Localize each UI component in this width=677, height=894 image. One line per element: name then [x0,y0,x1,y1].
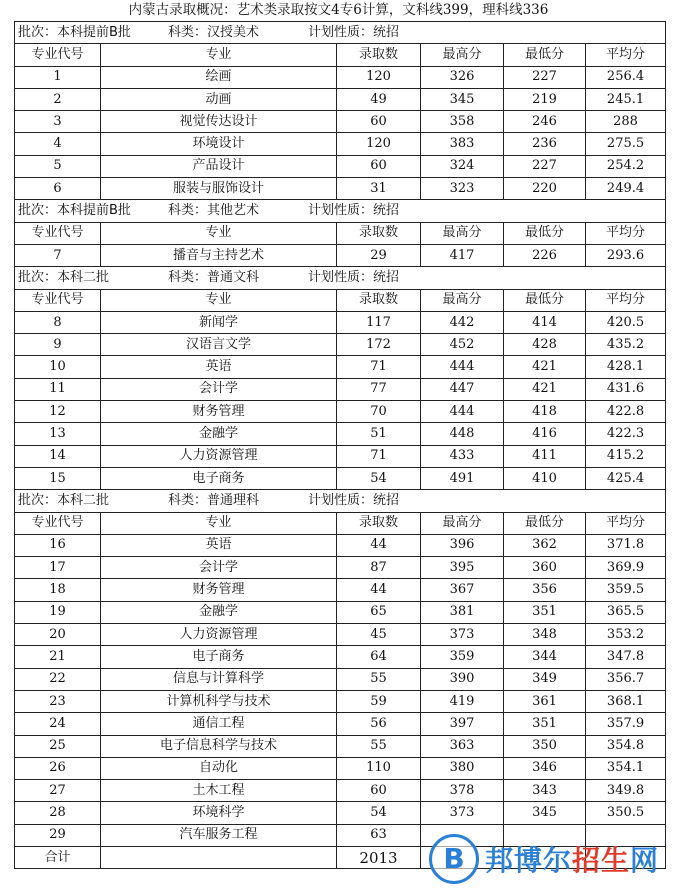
header-row [15,512,666,534]
table-cell: 29 [337,244,421,266]
table-cell: 汉语言文学 [101,334,337,356]
table-cell: 英语 [101,356,337,378]
table-cell: 25 [15,735,101,757]
header-row [15,44,666,66]
table-cell: 7 [15,244,101,266]
table-cell: 环境设计 [101,133,337,155]
table-cell: 421 [504,378,586,400]
total-empty [504,846,586,868]
table-cell: 人力资源管理 [101,624,337,646]
table-cell: 4 [15,133,101,155]
watermark-brand: 邦博尔 [485,844,573,877]
table-cell: 17 [15,557,101,579]
table-cell: 动画 [101,88,337,110]
table-cell: 24 [15,713,101,735]
table-cell: 60 [337,155,421,177]
table-row [15,334,666,356]
table-row [15,178,666,200]
table-cell: 350 [504,735,586,757]
column-header: 平均分 [586,222,666,244]
table-cell: 人力资源管理 [101,445,337,467]
batch-label: 批次：本科提前B批 [18,203,131,219]
table-cell: 6 [15,178,101,200]
table-cell: 9 [15,334,101,356]
table-cell: 59 [337,690,421,712]
batch-label: 批次：本科二批 [18,492,110,508]
table-cell: 349 [504,668,586,690]
table-cell: 金融学 [101,423,337,445]
table-cell: 410 [504,467,586,489]
table-cell: 288 [586,111,666,133]
table-cell: 346 [504,757,586,779]
table-cell: 345 [421,88,504,110]
table-row [15,780,666,802]
table-cell: 358 [421,111,504,133]
table-cell: 49 [337,88,421,110]
table-cell: 226 [504,244,586,266]
table-cell: 120 [337,66,421,88]
column-header: 平均分 [586,512,666,534]
table-cell: 26 [15,757,101,779]
table-cell: 435.2 [586,334,666,356]
table-cell: 22 [15,668,101,690]
table-row [15,311,666,333]
table-cell: 19 [15,601,101,623]
column-header: 专业代号 [15,512,101,534]
header-row [15,289,666,311]
table-cell: 356 [504,579,586,601]
table-row [15,713,666,735]
table-cell: 343 [504,780,586,802]
page-title: 内蒙古录取概况：艺术类录取按文4专6计算，文科线399，理科线336 [128,2,549,18]
batch-info [15,22,666,44]
admission-table [14,21,666,869]
column-header: 最低分 [504,289,586,311]
table-cell: 380 [421,757,504,779]
table-cell: 45 [337,624,421,646]
table-cell: 60 [337,111,421,133]
table-cell: 428.1 [586,356,666,378]
table-cell: 227 [504,66,586,88]
table-cell: 播音与主持艺术 [101,244,337,266]
table-row [15,244,666,266]
table-cell: 绘画 [101,66,337,88]
table-row [15,378,666,400]
table-cell: 55 [337,668,421,690]
column-header: 录取数 [337,222,421,244]
table-cell: 56 [337,713,421,735]
table-cell: 324 [421,155,504,177]
table-cell: 326 [421,66,504,88]
table-cell: 1 [15,66,101,88]
table-cell: 英语 [101,534,337,556]
table-row [15,557,666,579]
table-row [15,668,666,690]
table-cell: 373 [421,802,504,824]
table-cell: 395 [421,557,504,579]
table-row [15,423,666,445]
column-header: 专业代号 [15,44,101,66]
nature-label: 计划性质：统招 [308,492,400,508]
table-cell: 54 [337,802,421,824]
column-header: 平均分 [586,44,666,66]
table-cell: 420.5 [586,311,666,333]
table-cell: 44 [337,534,421,556]
table-cell: 416 [504,423,586,445]
table-cell: 347.8 [586,646,666,668]
table-cell: 120 [337,133,421,155]
table-cell: 54 [337,467,421,489]
table-row [15,802,666,824]
table-row [15,624,666,646]
table-cell: 236 [504,133,586,155]
table-cell: 21 [15,646,101,668]
table-cell: 通信工程 [101,713,337,735]
table-cell: 293.6 [586,244,666,266]
table-cell: 433 [421,445,504,467]
category-label: 科类：汉授美术 [168,24,260,40]
table-row [15,88,666,110]
table-cell: 442 [421,311,504,333]
table-cell: 11 [15,378,101,400]
table-cell: 245.1 [586,88,666,110]
table-cell [504,824,586,846]
table-cell: 414 [504,311,586,333]
table-cell: 447 [421,378,504,400]
table-cell: 55 [337,735,421,757]
column-header: 最高分 [421,222,504,244]
table-cell: 491 [421,467,504,489]
table-cell: 28 [15,802,101,824]
total-empty [586,846,666,868]
column-header: 最低分 [504,44,586,66]
table-cell: 418 [504,401,586,423]
table-cell: 71 [337,445,421,467]
logo-b-icon: B [429,834,479,884]
table-cell: 产品设计 [101,155,337,177]
column-header: 专业代号 [15,222,101,244]
table-cell: 117 [337,311,421,333]
column-header: 专业 [101,222,337,244]
table-cell: 397 [421,713,504,735]
table-cell: 417 [421,244,504,266]
table-row [15,579,666,601]
table-cell: 31 [337,178,421,200]
table-cell: 275.5 [586,133,666,155]
table-cell: 220 [504,178,586,200]
table-cell: 390 [421,668,504,690]
table-cell: 电子商务 [101,467,337,489]
table-row [15,534,666,556]
table-cell: 256.4 [586,66,666,88]
table-cell: 18 [15,579,101,601]
table-cell: 354.1 [586,757,666,779]
table-cell: 350.5 [586,802,666,824]
table-cell: 359 [421,646,504,668]
table-cell: 448 [421,423,504,445]
table-cell: 自动化 [101,757,337,779]
table-row [15,133,666,155]
column-header: 最低分 [504,512,586,534]
header-row [15,222,666,244]
table-cell: 77 [337,378,421,400]
table-cell: 3 [15,111,101,133]
column-header: 专业 [101,44,337,66]
category-label: 科类：其他艺术 [168,203,260,219]
table-cell: 356.7 [586,668,666,690]
table-cell: 249.4 [586,178,666,200]
table-cell [421,824,504,846]
table-cell: 51 [337,423,421,445]
table-cell: 2 [15,88,101,110]
table-row [15,467,666,489]
table-cell: 425.4 [586,467,666,489]
table-cell: 电子商务 [101,646,337,668]
table-cell [586,824,666,846]
table-cell: 367 [421,579,504,601]
table-cell: 411 [504,445,586,467]
column-header: 最高分 [421,44,504,66]
table-cell: 10 [15,356,101,378]
table-row [15,111,666,133]
table-cell: 219 [504,88,586,110]
table-cell: 27 [15,780,101,802]
table-cell: 444 [421,401,504,423]
table-cell: 会计学 [101,378,337,400]
table-row [15,646,666,668]
column-header: 录取数 [337,512,421,534]
watermark-suffix: 网 [630,844,660,877]
table-cell: 财务管理 [101,579,337,601]
nature-label: 计划性质：统招 [308,269,400,285]
table-cell: 60 [337,780,421,802]
table-cell: 87 [337,557,421,579]
table-row [15,601,666,623]
table-cell: 444 [421,356,504,378]
table-cell: 土木工程 [101,780,337,802]
table-cell: 64 [337,646,421,668]
column-header: 最高分 [421,289,504,311]
table-cell: 12 [15,401,101,423]
category-label: 科类：普通文科 [168,269,260,285]
column-header: 专业 [101,512,337,534]
table-cell: 246 [504,111,586,133]
column-header: 专业 [101,289,337,311]
table-row [15,757,666,779]
table-cell: 368.1 [586,690,666,712]
table-cell: 70 [337,401,421,423]
table-cell: 353.2 [586,624,666,646]
table-cell: 362 [504,534,586,556]
total-empty [421,846,504,868]
batch-label: 批次：本科提前B批 [18,24,131,40]
table-cell: 13 [15,423,101,445]
table-cell: 422.3 [586,423,666,445]
table-cell: 344 [504,646,586,668]
table-row [15,735,666,757]
table-row [15,824,666,846]
table-cell: 新闻学 [101,311,337,333]
table-cell: 369.9 [586,557,666,579]
table-row [15,155,666,177]
table-cell: 363 [421,735,504,757]
total-label: 合计 [15,846,101,868]
table-cell: 359.5 [586,579,666,601]
table-cell: 会计学 [101,557,337,579]
table-cell: 71 [337,356,421,378]
table-row [15,401,666,423]
table-cell: 351 [504,713,586,735]
table-cell: 8 [15,311,101,333]
table-cell: 383 [421,133,504,155]
table-cell: 354.8 [586,735,666,757]
table-cell: 428 [504,334,586,356]
table-cell: 415.2 [586,445,666,467]
table-cell: 财务管理 [101,401,337,423]
table-cell: 29 [15,824,101,846]
table-cell: 金融学 [101,601,337,623]
table-cell: 345 [504,802,586,824]
table-cell: 环境科学 [101,802,337,824]
table-cell: 351 [504,601,586,623]
table-cell: 65 [337,601,421,623]
table-cell: 431.6 [586,378,666,400]
batch-row [15,490,666,512]
table-cell: 421 [504,356,586,378]
batch-row [15,22,666,44]
batch-info [15,267,666,289]
total-empty [101,846,337,868]
table-cell: 14 [15,445,101,467]
table-cell: 227 [504,155,586,177]
table-cell: 5 [15,155,101,177]
table-cell: 371.8 [586,534,666,556]
total-row [15,846,666,868]
table-cell: 15 [15,467,101,489]
table-cell: 服装与服饰设计 [101,178,337,200]
table-cell: 357.9 [586,713,666,735]
table-cell: 381 [421,601,504,623]
watermark-brand-red: 招生 [572,844,631,877]
nature-label: 计划性质：统招 [308,24,400,40]
batch-row [15,267,666,289]
batch-info [15,200,666,222]
table-row [15,356,666,378]
table-cell: 110 [337,757,421,779]
table-cell: 44 [337,579,421,601]
table-cell: 349.8 [586,780,666,802]
table-cell: 323 [421,178,504,200]
table-cell: 计算机科学与技术 [101,690,337,712]
table-cell: 23 [15,690,101,712]
table-cell: 63 [337,824,421,846]
table-cell: 电子信息科学与技术 [101,735,337,757]
batch-label: 批次：本科二批 [18,269,110,285]
table-cell: 365.5 [586,601,666,623]
table-cell: 信息与计算科学 [101,668,337,690]
table-cell: 视觉传达设计 [101,111,337,133]
nature-label: 计划性质：统招 [308,203,400,219]
column-header: 最低分 [504,222,586,244]
batch-info [15,490,666,512]
column-header: 录取数 [337,289,421,311]
table-cell: 16 [15,534,101,556]
table-row [15,66,666,88]
batch-row [15,200,666,222]
column-header: 录取数 [337,44,421,66]
table-cell: 20 [15,624,101,646]
table-cell: 396 [421,534,504,556]
table-cell: 422.8 [586,401,666,423]
category-label: 科类：普通理科 [168,492,260,508]
table-cell: 172 [337,334,421,356]
table-cell: 348 [504,624,586,646]
table-row [15,690,666,712]
column-header: 最高分 [421,512,504,534]
table-cell: 汽车服务工程 [101,824,337,846]
total-value: 2013 [337,846,421,868]
column-header: 平均分 [586,289,666,311]
table-cell: 452 [421,334,504,356]
table-cell: 378 [421,780,504,802]
table-cell: 361 [504,690,586,712]
table-row [15,445,666,467]
table-cell: 254.2 [586,155,666,177]
table-cell: 373 [421,624,504,646]
table-cell: 419 [421,690,504,712]
column-header: 专业代号 [15,289,101,311]
table-cell: 360 [504,557,586,579]
